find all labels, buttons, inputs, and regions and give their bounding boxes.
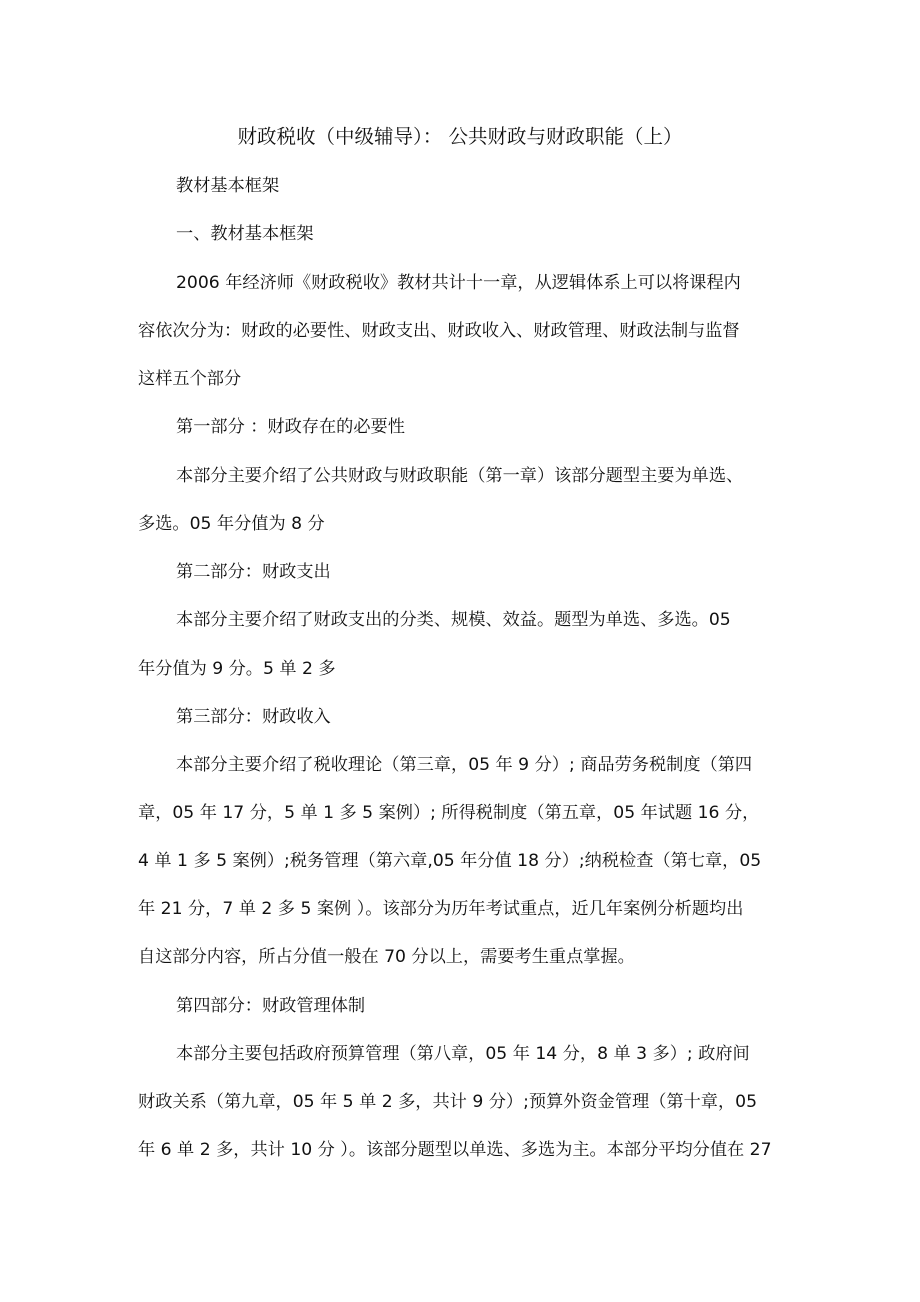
section-heading-framework: 教材基本框架 xyxy=(176,176,280,196)
part-three-text-line-3: 4 单 1 多 5 案例）;税务管理（第六章,05 年分值 18 分）;纳税检查（第七章，05 xyxy=(138,851,762,871)
part-four-text-line-2: 财政关系（第九章，05 年 5 单 2 多，共计 9 分）;预算外资金管理（第十章，05 xyxy=(138,1092,758,1112)
part-one-text-line-2: 多选。05 年分值为 8 分 xyxy=(138,514,325,534)
part-two-heading: 第二部分：财政支出 xyxy=(176,562,331,582)
part-one-text-line-1: 本部分主要介绍了公共财政与财政职能（第一章）该部分题型主要为单选、 xyxy=(176,466,744,486)
part-two-text-line-2: 年分值为 9 分。5 单 2 多 xyxy=(138,659,336,679)
part-three-text-line-4: 年 21 分，7 单 2 多 5 案例 ）。该部分为历年考试重点，近几年案例分析题均出 xyxy=(138,899,744,919)
part-three-text-line-1: 本部分主要介绍了税收理论（第三章，05 年 9 分）; 商品劳务税制度（第四 xyxy=(176,755,753,775)
part-four-heading: 第四部分：财政管理体制 xyxy=(176,996,366,1016)
part-four-text-line-1: 本部分主要包括政府预算管理（第八章，05 年 14 分，8 单 3 多）; 政府间 xyxy=(176,1044,750,1064)
subsection-heading-framework: 一、教材基本框架 xyxy=(176,224,314,244)
part-one-heading: 第一部分 ：财政存在的必要性 xyxy=(176,417,405,437)
part-three-heading: 第三部分：财政收入 xyxy=(176,707,331,727)
part-two-text-line-1: 本部分主要介绍了财政支出的分类、规模、效益。题型为单选、多选。05 xyxy=(176,610,731,630)
paragraph-intro-line-3: 这样五个部分 xyxy=(138,369,242,389)
part-four-text-line-3: 年 6 单 2 多，共计 10 分 ）。该部分题型以单选、多选为主。本部分平均分值在 27 xyxy=(138,1140,772,1160)
part-three-text-line-2: 章，05 年 17 分，5 单 1 多 5 案例）; 所得税制度（第五章，05 年试题 16 分， xyxy=(138,803,760,823)
part-three-text-line-5: 自这部分内容，所占分值一般在 70 分以上，需要考生重点掌握。 xyxy=(138,947,635,967)
paragraph-intro-line-1: 2006 年经济师《财政税收》教材共计十一章，从逻辑体系上可以将课程内 xyxy=(176,273,741,293)
document-title: 财政税收（中级辅导）： 公共财政与财政职能（上） xyxy=(237,125,683,148)
paragraph-intro-line-2: 容依次分为：财政的必要性、财政支出、财政收入、财政管理、财政法制与监督 xyxy=(138,321,740,341)
